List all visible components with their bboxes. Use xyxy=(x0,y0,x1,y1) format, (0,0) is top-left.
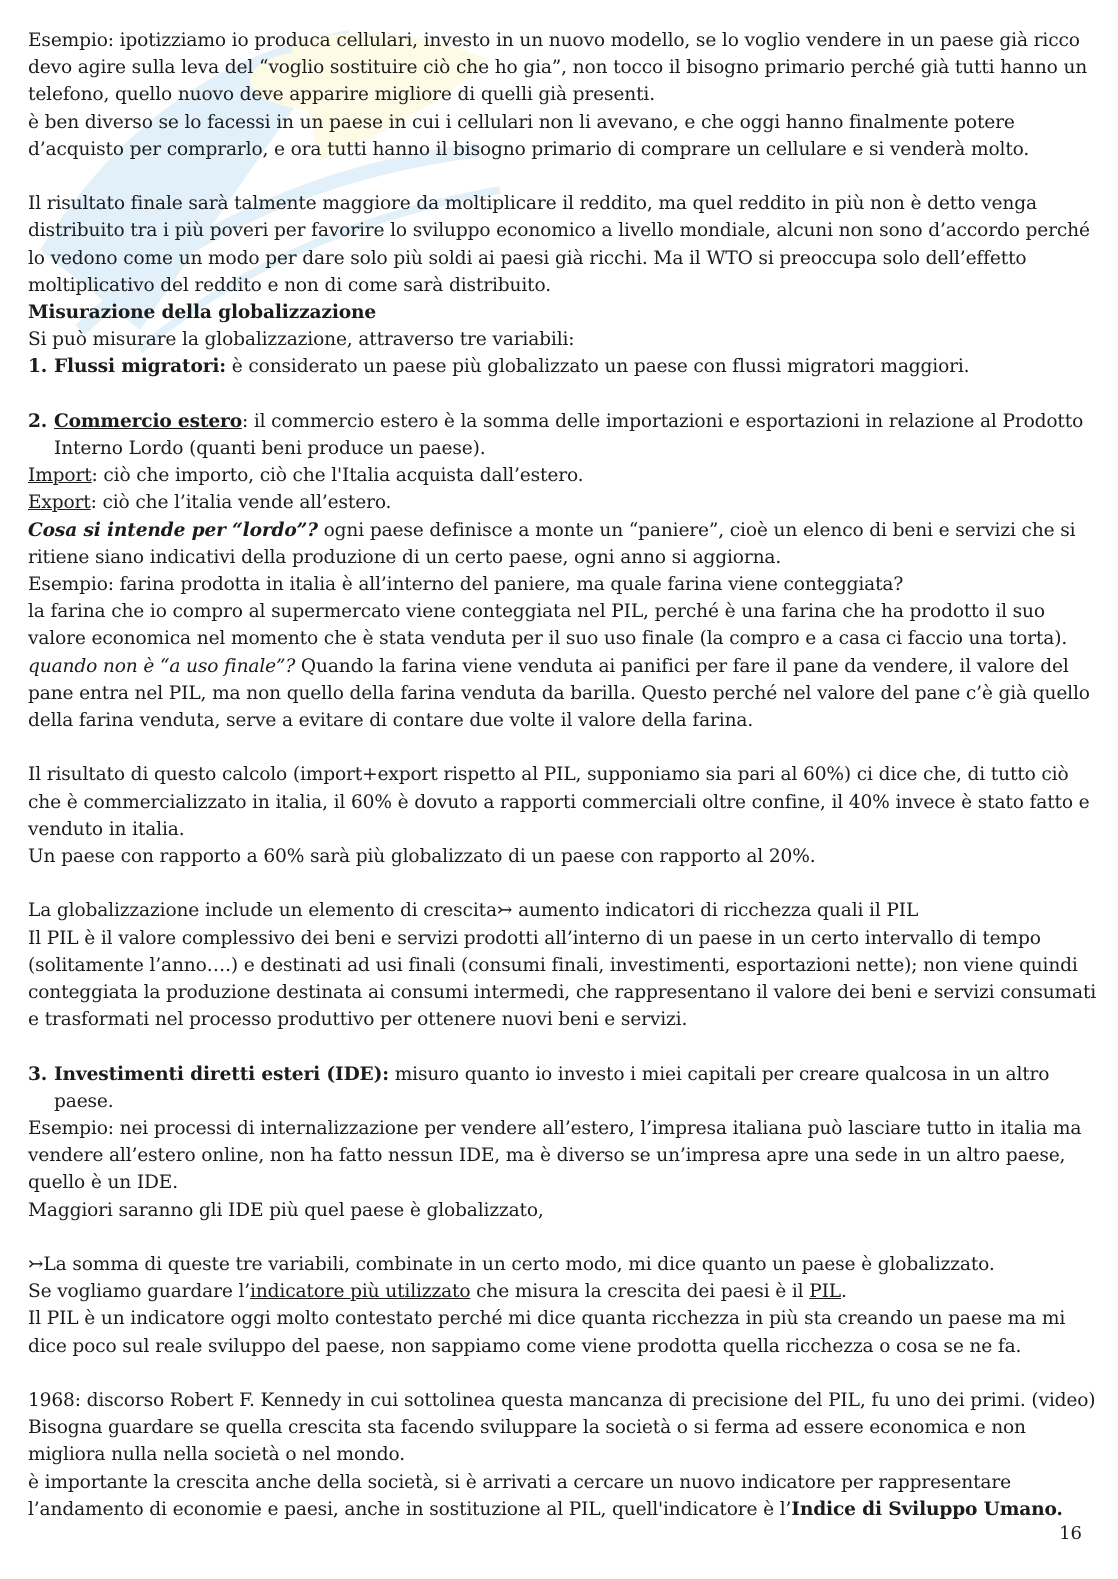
paragraph-kennedy: 1968: discorso Robert F. Kennedy in cui sottolinea questa mancanza di precisione del PIL, fu uno dei primi. (video) xyxy=(28,1390,1096,1412)
paragraph-ide-example: Esempio: nei processi di internalizzazione per vendere all’estero, l’impresa italiana può lasciare tutto in italia ma vendere all’estero online, non ha fatto nessun IDE, ma è diverso se un’impresa apre una sede in un altro paese, quello è un IDE. xyxy=(28,1118,1082,1194)
paragraph-lordo: Cosa si intende per “lordo”? ogni paese definisce a monte un “paniere”, cioè un elenco di beni e servizi che si ritiene siano indicativi della produzione di un certo paese, ogni anno si aggiorna. xyxy=(28,519,1076,568)
list-item-title: Flussi migratori: xyxy=(54,356,227,378)
isu-term: Indice di Sviluppo Umano. xyxy=(791,1498,1063,1520)
page-number: 16 xyxy=(1059,1523,1082,1544)
paragraph-indicatore: Se vogliamo guardare l’indicatore più utilizzato che misura la crescita dei paesi è il PIL. xyxy=(28,1281,847,1303)
paragraph-ide-maggiori: Maggiori saranno gli IDE più quel paese è globalizzato, xyxy=(28,1199,544,1221)
paragraph-bisogna: Bisogna guardare se quella crescita sta facendo sviluppare la società o si ferma ad essere economica e non migliora nulla nella società o nel mondo. xyxy=(28,1417,1026,1466)
list-item-title: Investimenti diretti esteri (IDE): xyxy=(54,1063,389,1085)
paragraph-new-market: è ben diverso se lo facessi in un paese in cui i cellulari non li avevano, e che oggi hanno finalmente potere d’acquisto per comprarlo, e ora tutti hanno il bisogno primario di comprare un cellulare e si venderà molto. xyxy=(28,111,1030,160)
paragraph-rapporto: Un paese con rapporto a 60% sarà più globalizzato di un paese con rapporto al 20%. xyxy=(28,846,816,868)
list-item-title: Commercio estero xyxy=(54,410,242,432)
paragraph-somma: ↣La somma di queste tre variabili, combinate in un certo modo, mi dice quanto un paese è globalizzato. xyxy=(28,1254,995,1276)
paragraph-import: Import: ciò che importo, ciò che l'Italia acquista dall’estero. xyxy=(28,465,584,487)
paragraph-export: Export: ciò che l’italia vende all’estero. xyxy=(28,492,392,514)
paragraph-income-result: Il risultato finale sarà talmente maggiore da moltiplicare il reddito, ma quel reddito in più non è detto venga distribuito tra i più poveri per favorire lo sviluppo economico a livello mondiale, alcuni non sono d’accordo perché lo vedono come un modo per dare solo più soldi ai paesi già ricchi. Ma il WTO si preoccupa solo dell’effetto moltiplicativo del reddito e non di come sarà distribuito. xyxy=(28,193,1090,296)
paragraph-farina-pil: la farina che io compro al supermercato viene conteggiata nel PIL, perché è una farina che ha prodotto il suo valore economica nel momento che è stata venduta per il suo uso finale (la compro e a casa ci faccio una torta). xyxy=(28,601,1068,650)
paragraph-pil-definition: Il PIL è il valore complessivo dei beni e servizi prodotti all’interno di un paese in un certo intervallo di tempo (solitamente l’anno….) e destinati ad usi finali (consumi finali, investimenti, esportazioni nette); non viene quindi conteggiata la produzione destinata ai consumi intermedi, che rappresentano il valore dei beni e servizi consumati e trasformati nel processo produttivo per ottenere nuovi beni e servizi. xyxy=(28,927,1097,1031)
document-body xyxy=(28,27,1098,1523)
paragraph-risultato: Il risultato di questo calcolo (import+export rispetto al PIL, supponiamo sia pari al 60%) ci dice che, di tutto ciò che è commercializzato in italia, il 60% è dovuto a rapporti commerciali oltre confine, il 40% invece è stato fatto e venduto in italia. xyxy=(28,764,1090,840)
paragraph-uso-finale: quando non è “a uso finale”? Quando la farina viene venduta ai panifici per fare il pane da vendere, il valore del pane entra nel PIL, ma non quello della farina venduta da barilla. Questo perché nel valore del pane c’è già quello della farina venduta, serve a evitare di contare due volte il valore della farina. xyxy=(28,655,1090,732)
section-heading: Misurazione della globalizzazione xyxy=(28,302,377,324)
paragraph-contestato: Il PIL è un indicatore oggi molto contestato perché mi dice quanta ricchezza in più sta creando un paese ma mi dice poco sul reale sviluppo del paese, non sappiamo come viene prodotta quella ricchezza o cosa se ne fa. xyxy=(28,1308,1066,1357)
paragraph-importante: è importante la crescita anche della società, si è arrivati a cercare un nuovo indicatore per rappresentare l’andamento di economie e paesi, anche in sostituzione al PIL, quell'indicatore è l’Indice di Sviluppo Umano. xyxy=(28,1471,1063,1520)
paragraph-example-phones: Esempio: ipotizziamo io produca cellulari, investo in un nuovo modello, se lo voglio vendere in un paese già ricco devo agire sulla leva del “voglio sostituire ciò che ho gia”, non tocco il bisogno primario perché già tutti hanno un telefono, quello nuovo deve apparire migliore di quelli già presenti. xyxy=(28,30,1088,106)
paragraph-intro: Si può misurare la globalizzazione, attraverso tre variabili: xyxy=(28,329,575,351)
paragraph-farina-example: Esempio: farina prodotta in italia è all’interno del paniere, ma quale farina viene conteggiata? xyxy=(28,574,904,596)
paragraph-crescita: La globalizzazione include un elemento di crescita↣ aumento indicatori di ricchezza quali il PIL xyxy=(28,900,919,922)
list-item-commercio: 2. Commercio estero: il commercio estero è la somma delle importazioni e esportazioni in relazione al Prodotto Interno Lordo (quanti beni produce un paese). xyxy=(28,410,1084,460)
list-item-ide: 3. Investimenti diretti esteri (IDE): misuro quanto io investo i miei capitali per creare qualcosa in un altro paese. xyxy=(28,1063,1050,1112)
list-item-flussi: 1. Flussi migratori: è considerato un paese più globalizzato un paese con flussi migratori maggiori. xyxy=(28,356,970,378)
